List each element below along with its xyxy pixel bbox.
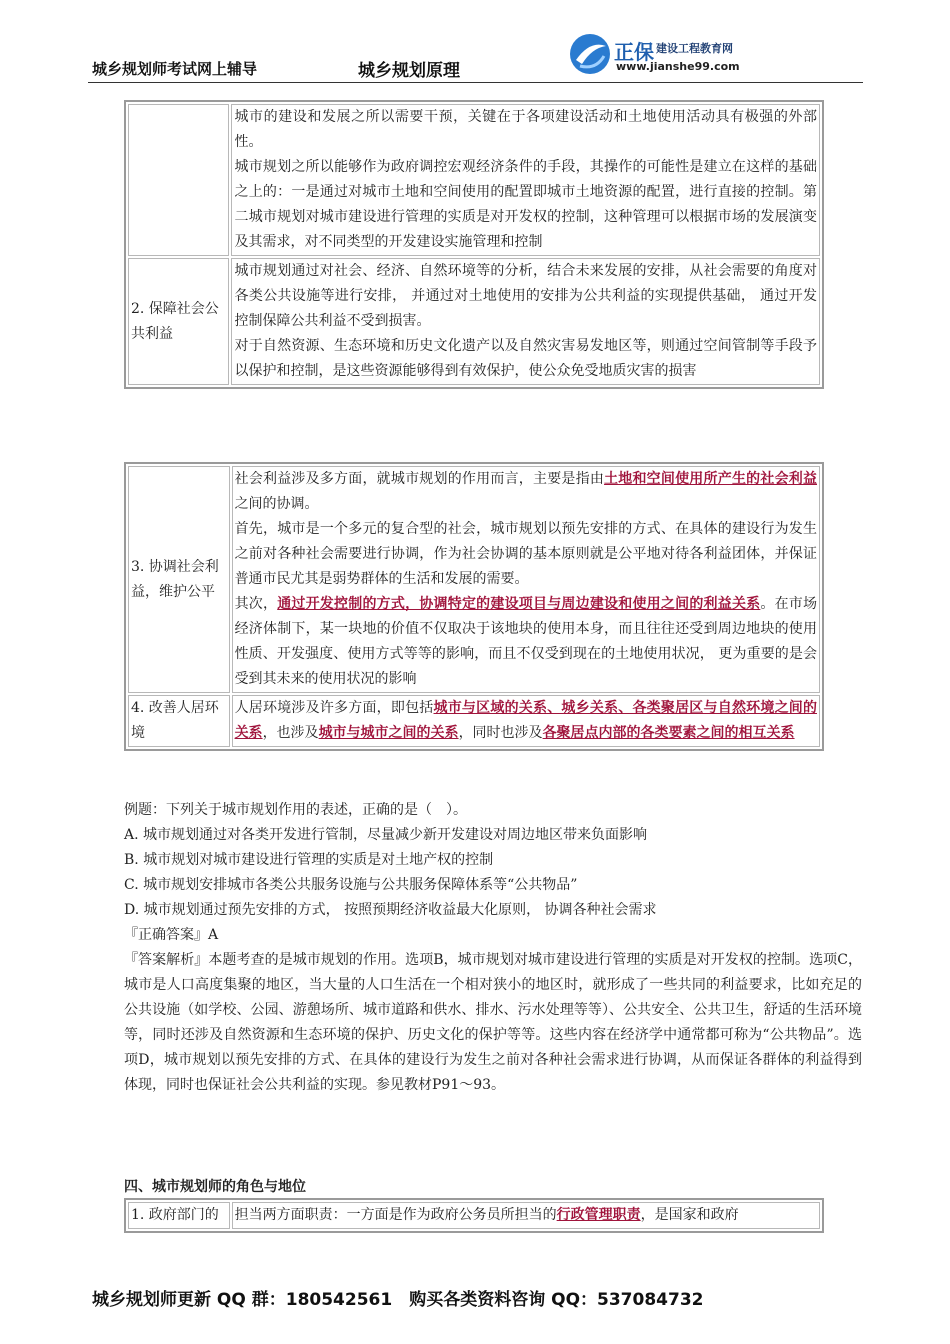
- option-a: A. 城市规划通过对各类开发进行管制，尽量减少新开发建设对周边地区带来负面影响: [124, 827, 648, 843]
- text: 人居环境涉及许多方面，即包括: [234, 700, 434, 716]
- row-content: [231, 258, 820, 385]
- highlight-link: 城市与区域的关系、城乡关系、各类聚居区与自然环境之间的关系: [234, 700, 817, 741]
- text: ，同时也涉及: [458, 725, 543, 741]
- header-course-title: 城乡规划师考试网上辅导: [92, 60, 258, 78]
- footer-contact: 城乡规划师更新 QQ 群：180542561 购买各类资料咨询 QQ：537084732: [92, 1290, 704, 1310]
- logo-url: www.jianshe99.com: [616, 60, 740, 73]
- paragraph: [235, 696, 817, 746]
- role-table-1: [124, 100, 824, 389]
- header-subject: 城乡规划原理: [358, 61, 460, 81]
- logo-brand: 正保: [614, 40, 654, 64]
- text: 社会利益涉及多方面，就城市规划的作用而言，主要是指由: [234, 471, 605, 487]
- option-d: D. 城市规划通过预先安排的方式， 按照预期经济收益最大化原则， 协调各种社会需求: [124, 902, 657, 918]
- highlight-link: 行政管理职责: [556, 1207, 641, 1223]
- row-label: 2. 保障社会公共利益: [128, 258, 229, 385]
- page-header: [0, 0, 950, 88]
- role-table-3: [124, 1198, 824, 1233]
- highlight-link: 城市与城市之间的关系: [318, 725, 459, 741]
- row-content: [232, 695, 820, 747]
- highlight-link: 各聚居点内部的各类要素之间的相互关系: [542, 725, 795, 741]
- table-row: [128, 258, 820, 385]
- brand-logo: [566, 28, 826, 80]
- paragraph: 城市规划之所以能够作为政府调控宏观经济条件的手段，其操作的可能性是建立在这样的基础之上的：一是通过对城市土地和空间使用的配置即城市土地资源的配置，进行直接的控制。第二城市规划对城市建设进行管理的实质是对开发权的控制，这种管理可以根据市场的发展演变及其需求，对不同类型的开发建设实施管理和控制: [234, 159, 817, 250]
- option-b: B. 城市规划对城市建设进行管理的实质是对土地产权的控制: [124, 852, 494, 868]
- question-stem: 例题：下列关于城市规划作用的表述，正确的是（ ）。: [124, 802, 467, 818]
- row-content: [231, 104, 820, 256]
- text: 担当两方面职责：一方面是作为政府公务员所担当的: [234, 1207, 557, 1223]
- paragraph: [235, 467, 817, 517]
- paragraph: 城市的建设和发展之所以需要干预，关键在于各项建设活动和土地使用活动具有极强的外部性。: [234, 109, 817, 150]
- paragraph: 城市规划通过对社会、经济、自然环境等的分析，结合未来发展的安排，从社会需要的角度对各类公共设施等进行安排， 并通过对土地使用的安排为公共利益的实现提供基础， 通过开发控制保障公共利益不受到损害。: [234, 263, 817, 329]
- header-divider: [88, 82, 863, 83]
- highlight-link: 通过开发控制的方式，协调特定的建设项目与周边建设和使用之间的利益关系: [277, 596, 761, 612]
- row-label: [128, 104, 229, 256]
- section-heading: 四、城市规划师的角色与地位: [124, 1179, 306, 1195]
- logo-swoosh-icon: [566, 30, 614, 78]
- row-content: [232, 466, 820, 693]
- table-row: [128, 1202, 820, 1229]
- logo-subtitle: 建设工程教育网: [656, 42, 733, 55]
- row-label: 3. 协调社会利益，维护公平: [128, 466, 230, 693]
- paragraph: 对于自然资源、生态环境和历史文化遗产以及自然灾害易发地区等，则通过空间管制等手段予以保护和控制，是这些资源能够得到有效保护，使公众免受地质灾害的损害: [234, 338, 817, 379]
- text: ，是国家和政府: [640, 1207, 739, 1223]
- table-row: [128, 695, 820, 747]
- example-question: [124, 798, 862, 1098]
- row-label: 1. 政府部门的: [128, 1202, 230, 1229]
- correct-answer: 『正确答案』A: [124, 927, 219, 943]
- text: 之间的协调。: [234, 496, 319, 512]
- row-content: [232, 1202, 820, 1229]
- table-row: [128, 466, 820, 693]
- text: ，也涉及: [262, 725, 319, 741]
- text: 。在市场经济体制下，某一块地的价值不仅取决于该地块的使用本身，而且往往还受到周边地块的使用性质、开发强度、使用方式等等的影响，而且不仅受到现在的土地使用状况， 更为重要的是会受到其未来的使用状况的影响: [234, 596, 818, 687]
- paragraph: [235, 592, 817, 692]
- text: 其次，: [234, 596, 278, 612]
- highlight-link: 土地和空间使用所产生的社会利益: [604, 471, 817, 487]
- paragraph: 首先，城市是一个多元的复合型的社会，城市规划以预先安排的方式、在具体的建设行为发生之前对各种社会需要进行协调，作为社会协调的基本原则就是公平地对待各利益团体，并保证普通市民尤其是弱势群体的生活和发展的需要。: [234, 521, 817, 587]
- row-label: 4. 改善人居环境: [128, 695, 230, 747]
- option-c: C. 城市规划安排城市各类公共服务设施与公共服务保障体系等“公共物品”: [124, 877, 578, 893]
- table-row: [128, 104, 820, 256]
- answer-analysis: 『答案解析』本题考查的是城市规划的作用。选项B，城市规划对城市建设进行管理的实质是对开发权的控制。选项C，城市是人口高度集聚的地区，当大量的人口生活在一个相对狭小的地区时，就形成了一些共同的利益要求，比如充足的公共设施（如学校、公园、游憩场所、城市道路和供水、排水、污水处理等等）、公共安全、公共卫生，舒适的生活环境等，同时还涉及自然资源和生态环境的保护、历史文化的保护等等。这些内容在经济学中通常都可称为“公共物品”。选项D，城市规划以预先安排的方式、在具体的建设行为发生之前对各种社会需求进行协调，从而保证各群体的利益得到体现，同时也保证社会公共利益的实现。参见教材P91～93。: [124, 952, 862, 1093]
- role-table-2: [124, 462, 824, 751]
